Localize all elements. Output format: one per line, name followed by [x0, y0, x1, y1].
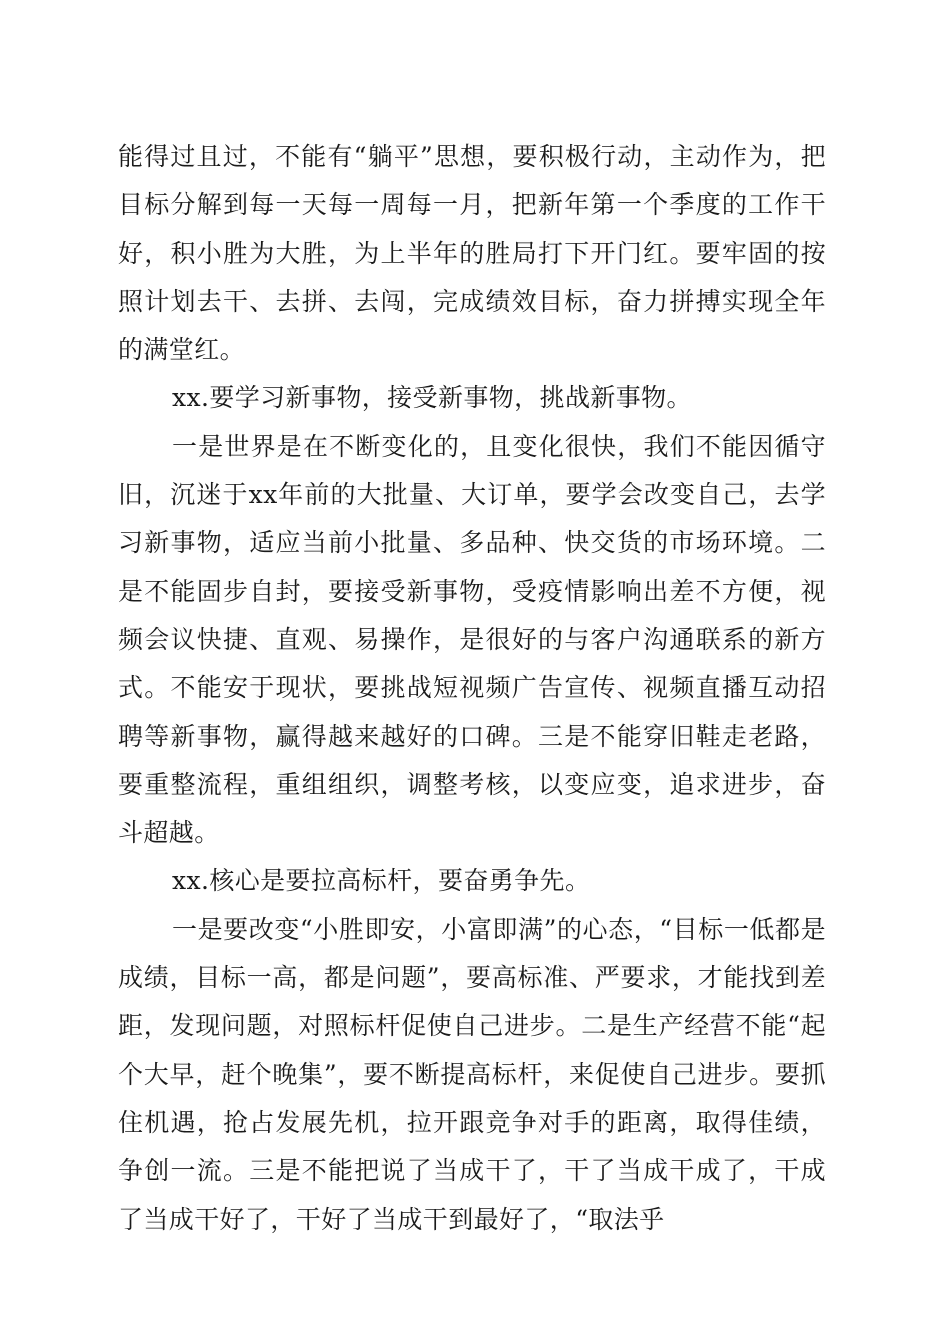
paragraph-learn-new-things: 一是世界是在不断变化的，且变化很快，我们不能因循守旧，沉迷于xx年前的大批量、大订单，要学会改变自己，去学习新事物，适应当前小批量、多品种、快交货的市场环境。二是不能固步自封，要接受新事物，受疫情影响出差不方便，视频会议快捷、直观、易操作，是很好的与客户沟通联系的新方式。不能安于现状，要挑战短视频广告宣传、视频直播互动招聘等新事物，赢得越来越好的口碑。三是不能穿旧鞋走老路，要重整流程，重组组织，调整考核，以变应变，追求进步，奋斗超越。	[118, 431, 826, 848]
paragraph-raise-benchmark: 一是要改变“小胜即安，小富即满”的心态，“目标一低都是成绩，目标一高，都是问题”，要高标准、严要求，才能找到差距，发现问题，对照标杆促使自己进步。二是生产经营不能“起个大早，赶个晚集”，要不断提高标杆，来促使自己进步。要抓住机遇，抢占发展先机，拉开跟竞争对手的距离，取得佳绩，争创一流。三是不能把说了当成干了，干了当成干成了，干成了当成干好了，干好了当成干到最好了，“取法乎	[118, 914, 826, 1234]
section-heading-raise-benchmark: xx.核心是要拉高标杆，要奋勇争先。	[172, 866, 591, 896]
paragraph-continuation: 能得过且过，不能有“躺平”思想，要积极行动，主动作为，把目标分解到每一天每一周每一月，把新年第一个季度的工作干好，积小胜为大胜，为上半年的胜局打下开门红。要牢固的按照计划去干、去拼、去闯，完成绩效目标，奋力拼搏实现全年的满堂红。	[118, 142, 826, 365]
document-body	[118, 133, 826, 1244]
section-heading-learn-new-things: xx.要学习新事物，接受新事物，挑战新事物。	[172, 383, 692, 413]
